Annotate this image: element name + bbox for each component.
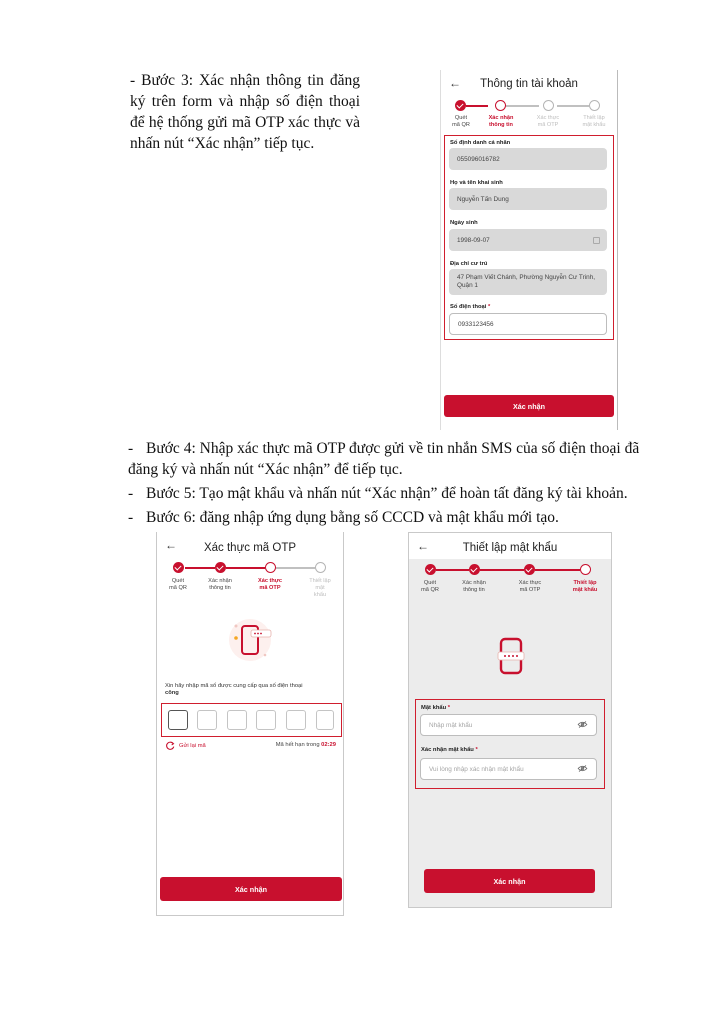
step3-paragraph [130, 70, 360, 154]
resend-link[interactable] [166, 741, 206, 750]
refresh-icon [166, 741, 175, 750]
back-arrow-icon[interactable]: ← [417, 539, 429, 553]
step-connector [276, 567, 315, 569]
step3-line: - Bước 3: Xác nhận thông tin đăng [130, 72, 360, 89]
step-current-icon [580, 564, 591, 575]
confirm-button[interactable]: Xác nhận [160, 877, 342, 901]
screen-title: Thiết lập mật khẩu [462, 542, 558, 554]
resend-label: Gửi lại mã [179, 742, 206, 749]
set-password-screen [408, 532, 612, 908]
step-label: Xác nhận thông tin [462, 580, 486, 593]
bullet-dash: - [128, 509, 134, 526]
confirm-password-placeholder: Vui lòng nhập xác nhận mật khẩu [429, 765, 524, 773]
step-done-check-icon [425, 564, 436, 575]
step-label: Xác nhận thông tin [488, 115, 514, 128]
account-info-screen [440, 70, 618, 430]
otp-expiry [276, 742, 336, 748]
progress-stepper [409, 564, 611, 604]
step-label: Thiết lập mật khẩu [572, 580, 598, 593]
otp-verify-screen [156, 532, 344, 916]
step-current-icon [265, 562, 276, 573]
bullet-dash: - [128, 440, 134, 457]
eye-off-icon[interactable] [577, 721, 588, 728]
back-arrow-icon[interactable]: ← [165, 538, 177, 552]
screen-title: Thông tin tài khoản [480, 78, 578, 90]
otp-instruction [165, 683, 340, 697]
step-label: Xác thực mã OTP [258, 578, 282, 591]
bullet-dash: - [128, 485, 134, 502]
step-current-icon [495, 100, 506, 111]
field-label: Ngày sinh [450, 220, 478, 226]
otp-highlight [161, 703, 342, 737]
step-label: Thiết lập mật khẩu [582, 115, 606, 128]
field-label: Số định danh cá nhân [450, 140, 511, 146]
password-label: Mật khẩu [421, 705, 447, 711]
step-done-check-icon [469, 564, 480, 575]
step-connector [226, 567, 265, 569]
screen-header [441, 70, 617, 98]
otp-digit-input[interactable] [286, 710, 306, 730]
phone-otp-icon [227, 616, 273, 664]
step-pending-icon [589, 100, 600, 111]
id-number-field: 055096016782 [449, 148, 607, 170]
steps-list [128, 438, 668, 531]
field-label [421, 747, 478, 753]
step6-item [128, 507, 668, 528]
progress-stepper [441, 100, 617, 140]
address-field: 47 Phạm Viết Chánh, Phường Nguyễn Cư Trinh, Quận 1 [449, 269, 607, 295]
required-mark: * [475, 747, 478, 753]
confirm-button[interactable]: Xác nhận [444, 395, 614, 417]
screen-header [157, 532, 343, 560]
step-label: Quét mã QR [169, 578, 187, 591]
step-connector [466, 105, 488, 107]
step-label: Quét mã QR [452, 115, 470, 128]
step-done-check-icon [455, 100, 466, 111]
phone-label-text: Số điện thoại [450, 304, 487, 310]
step6-text: Bước 6: đăng nhập ứng dụng bằng số CCCD và mật khẩu mới tạo. [146, 509, 559, 526]
step4-line1: Bước 4: Nhập xác thực mã OTP được gửi về tin nhắn SMS của số điện thoại đã [146, 440, 640, 457]
otp-instruction-end: công [165, 690, 179, 696]
otp-digit-input[interactable] [316, 710, 334, 730]
step-label: Quét mã QR [421, 580, 439, 593]
password-input[interactable] [420, 714, 597, 736]
step3-line: ký trên form và nhập số điện thoại [130, 93, 360, 110]
phone-lock-icon [495, 637, 527, 677]
step3-line: nhấn nút “Xác nhận” tiếp tục. [130, 135, 315, 152]
required-mark: * [488, 304, 491, 310]
expiry-countdown: 02:29 [321, 742, 336, 748]
otp-digit-input[interactable] [256, 710, 276, 730]
step5-text: Bước 5: Tạo mật khẩu và nhấn nút “Xác nhận” để hoàn tất đăng ký tài khoản. [146, 485, 628, 502]
step-pending-icon [315, 562, 326, 573]
full-name-field: Nguyễn Tấn Dung [449, 188, 607, 210]
step-connector [436, 569, 469, 571]
calendar-icon [593, 237, 600, 244]
otp-digit-input[interactable] [168, 710, 188, 730]
step-label: Xác thực mã OTP [536, 115, 560, 128]
step-done-check-icon [215, 562, 226, 573]
field-label [421, 705, 450, 711]
required-mark: * [447, 705, 451, 711]
step-done-check-icon [524, 564, 535, 575]
step-label: Thiết lập mật khẩu [309, 578, 331, 598]
birth-date-field [449, 229, 607, 251]
otp-digit-input[interactable] [197, 710, 217, 730]
step-connector [480, 569, 524, 571]
expiry-label: Mã hết hạn trong [275, 742, 320, 748]
otp-digit-input[interactable] [227, 710, 247, 730]
field-label: Họ và tên khai sinh [450, 180, 503, 186]
step3-line: để hệ thống gửi mã OTP xác thực và [130, 114, 360, 131]
confirm-password-label: Xác nhận mật khẩu [421, 747, 474, 753]
step-label: Xác thực mã OTP [518, 580, 542, 593]
screen-title: Xác thực mã OTP [203, 542, 297, 554]
step-done-check-icon [173, 562, 184, 573]
progress-stepper [157, 562, 343, 602]
otp-instruction-text: Xin hãy nhập mã số được cung cấp qua số điện thoại [165, 683, 303, 689]
eye-off-icon[interactable] [577, 765, 588, 772]
screen-header [409, 533, 611, 559]
step-label: Xác nhận thông tin [208, 578, 232, 591]
step-connector [535, 569, 580, 571]
birth-date-value: 1998-09-07 [457, 236, 490, 244]
confirm-password-input[interactable] [420, 758, 597, 780]
field-label [450, 304, 490, 310]
step-connector [185, 567, 215, 569]
step4-item [128, 438, 668, 480]
step4-line2: đăng ký và nhấn nút “Xác nhận” để tiếp tục. [128, 461, 403, 478]
field-label: Địa chỉ cư trú [450, 261, 488, 267]
confirm-button[interactable]: Xác nhận [424, 869, 595, 893]
step-connector [506, 105, 539, 107]
step-pending-icon [543, 100, 554, 111]
step-connector [557, 105, 589, 107]
step5-item [128, 483, 668, 504]
back-arrow-icon[interactable]: ← [449, 76, 461, 90]
password-placeholder: Nhập mật khẩu [429, 721, 473, 729]
phone-input[interactable]: 0933123456 [449, 313, 607, 335]
